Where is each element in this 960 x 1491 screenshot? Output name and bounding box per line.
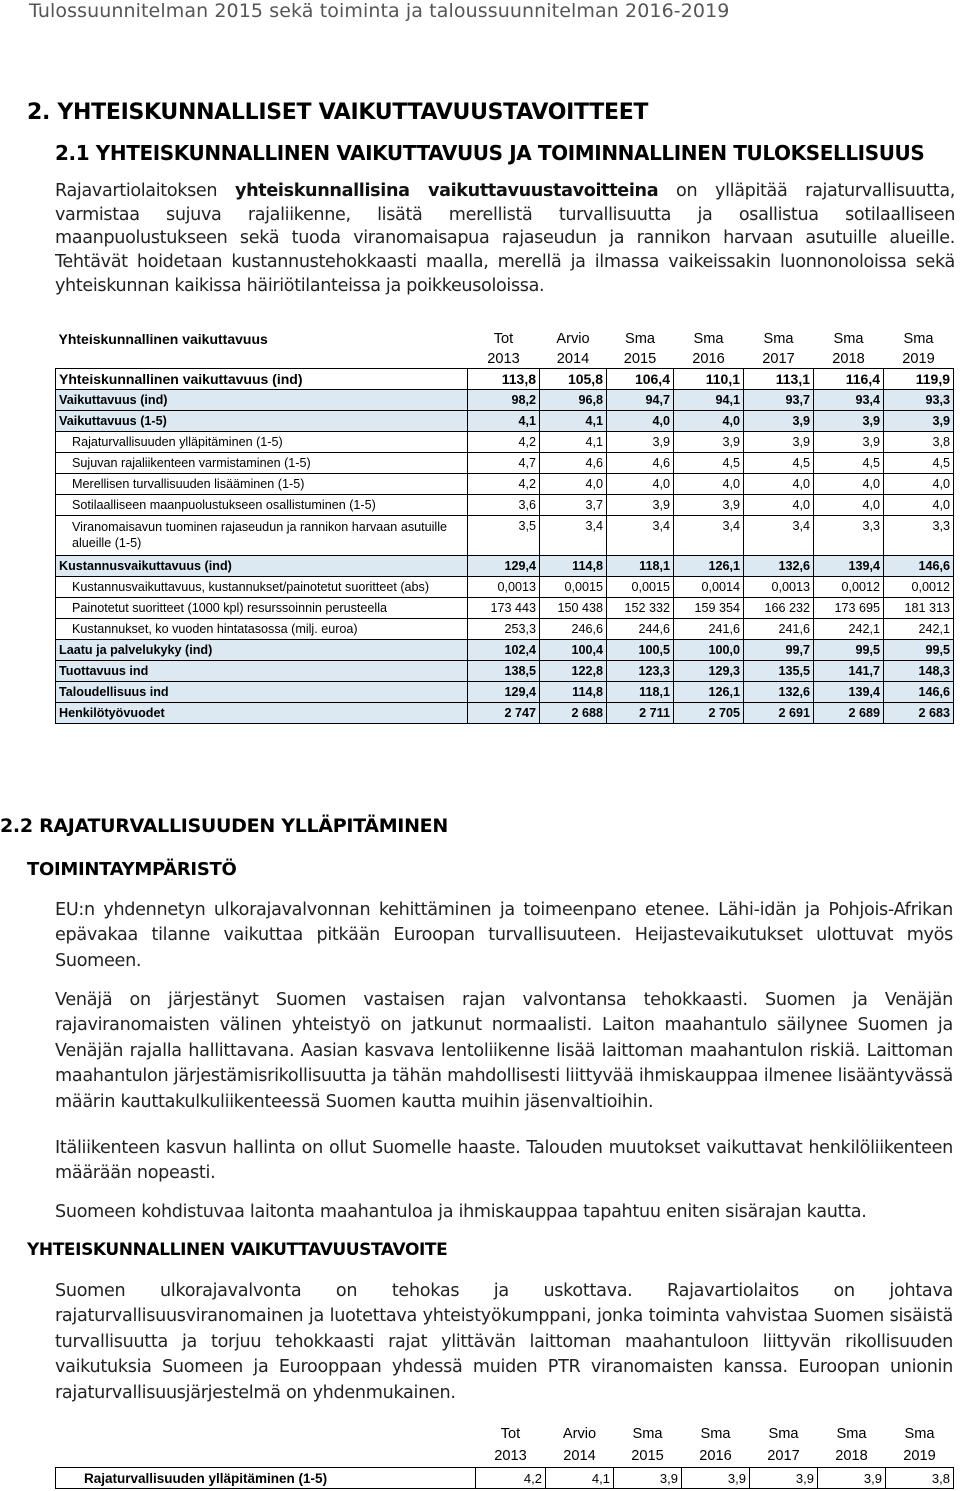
row-label: Henkilötyövuodet: [56, 703, 468, 724]
cell-value: 139,4: [814, 682, 884, 703]
intro-prefix: Rajavartiolaitoksen: [55, 181, 235, 201]
cell-value: 116,4: [814, 369, 884, 390]
cell-value: 3,9: [607, 432, 674, 453]
cell-value: 4,1: [540, 411, 607, 432]
cell-value: 3,9: [744, 432, 814, 453]
cell-value: 3,9: [814, 411, 884, 432]
page-header: Tulossuunnitelman 2015 sekä toiminta ja taloussuunnitelman 2016-2019: [29, 0, 730, 22]
cell-value: 173 443: [468, 598, 540, 619]
table-row: [56, 682, 954, 703]
paragraph-1: EU:n yhdennetyn ulkorajavalvonnan kehittäminen ja toimeenpano etenee. Lähi-idän ja Pohjois-Afrikan epävakaa tilanne vaikuttaa pitkään Euroopan turvallisuuteen. Heijastevaikutukset ulottuvat myös Suomeen.: [55, 900, 953, 971]
sub-heading: 2.1 YHTEISKUNNALLINEN VAIKUTTAVUUS JA TOIMINNALLINEN TULOKSELLISUUS: [55, 141, 925, 165]
cell-value: 242,1: [884, 619, 954, 640]
cell-value: 98,2: [468, 390, 540, 411]
cell-value: 3,9: [884, 411, 954, 432]
cell-value: 100,5: [607, 640, 674, 661]
cell-value: 159 354: [674, 598, 744, 619]
col-head: Sma: [624, 331, 655, 347]
cell-value: 4,2: [476, 1468, 546, 1489]
cell-value: 0,0013: [468, 577, 540, 598]
cell-value: 148,3: [884, 661, 954, 682]
cell-value: 3,9: [674, 495, 744, 516]
cell-value: 122,8: [540, 661, 607, 682]
cell-value: 105,8: [540, 369, 607, 390]
cell-value: 244,6: [607, 619, 674, 640]
cell-value: 146,6: [884, 556, 954, 577]
row-label: Vaikuttavuus (ind): [56, 390, 468, 411]
cell-value: 246,6: [540, 619, 607, 640]
cell-value: 3,8: [884, 432, 954, 453]
cell-value: 141,7: [814, 661, 884, 682]
cell-value: 99,5: [884, 640, 954, 661]
cell-value: 126,1: [674, 682, 744, 703]
cell-value: 4,0: [814, 495, 884, 516]
cell-value: 2 747: [468, 703, 540, 724]
cell-value: 119,9: [884, 369, 954, 390]
row-label: Tuottavuus ind: [56, 661, 468, 682]
cell-value: 114,8: [540, 556, 607, 577]
table-row: [56, 661, 954, 682]
cell-value: 4,0: [674, 411, 744, 432]
row-label: Rajaturvallisuuden ylläpitäminen (1-5): [56, 432, 468, 453]
row-label: Vaikuttavuus (1-5): [56, 411, 468, 432]
cell-value: 3,9: [814, 432, 884, 453]
cell-value: 132,6: [744, 556, 814, 577]
row-label: Painotetut suoritteet (1000 kpl) resurssoinnin perusteella: [56, 598, 468, 619]
cell-value: 94,7: [607, 390, 674, 411]
intro-bold: yhteiskunnallisina vaikuttavuustavoitteina: [234, 181, 659, 201]
empty-cell: [56, 1445, 476, 1468]
cell-value: 173 695: [814, 598, 884, 619]
cell-value: 94,1: [674, 390, 744, 411]
cell-value: 4,0: [674, 474, 744, 495]
main-heading: 2. YHTEISKUNNALLISET VAIKUTTAVUUSTAVOITTEET: [27, 100, 649, 125]
cell-value: 2 689: [814, 703, 884, 724]
col-head: Sma: [903, 331, 934, 347]
col-year: 2013: [494, 1448, 527, 1464]
col-head: Sma: [904, 1426, 935, 1442]
toimintaymparisto-heading: TOIMINTAYMPÄRISTÖ: [27, 859, 237, 880]
table-row: [56, 474, 954, 495]
table-row: [56, 703, 954, 724]
cell-value: 139,4: [814, 556, 884, 577]
cell-value: 146,6: [884, 682, 954, 703]
table-row: [56, 577, 954, 598]
table-row: [56, 453, 954, 474]
row-label: Rajaturvallisuuden ylläpitäminen (1-5): [56, 1468, 476, 1489]
cell-value: 0,0013: [744, 577, 814, 598]
table2-header-row: [56, 1423, 954, 1445]
row-label: Sujuvan rajaliikenteen varmistaminen (1-5): [56, 453, 468, 474]
table-row: [56, 411, 954, 432]
cell-value: 3,3: [814, 516, 884, 556]
cell-value: 2 711: [607, 703, 674, 724]
col-head: Sma: [700, 1426, 731, 1442]
cell-value: 4,5: [814, 453, 884, 474]
cell-value: 3,4: [674, 516, 744, 556]
cell-value: 113,1: [744, 369, 814, 390]
cell-value: 3,9: [744, 411, 814, 432]
cell-value: 253,3: [468, 619, 540, 640]
table-row: [56, 556, 954, 577]
cell-value: 4,5: [674, 453, 744, 474]
cell-value: 118,1: [607, 556, 674, 577]
cell-value: 4,0: [607, 474, 674, 495]
cell-value: 4,5: [884, 453, 954, 474]
col-year: 2018: [832, 350, 865, 367]
cell-value: 4,0: [884, 474, 954, 495]
row-label: Kustannukset, ko vuoden hintatasossa (milj. euroa): [56, 619, 468, 640]
cell-value: 3,3: [884, 516, 954, 556]
cell-value: 3,9: [607, 495, 674, 516]
cell-value: 0,0015: [540, 577, 607, 598]
row-label: Viranomaisavun tuominen rajaseudun ja rannikon harvaan asutuille alueille (1-5): [56, 516, 468, 556]
cell-value: 3,9: [682, 1468, 750, 1489]
paragraph-3: Itäliikenteen kasvun hallinta on ollut Suomelle haaste. Talouden muutokset vaikuttavat henkilöliikenteen määrään nopeasti.: [55, 1138, 953, 1184]
col-head: Sma: [768, 1426, 799, 1442]
table-row: [56, 495, 954, 516]
cell-value: 93,3: [884, 390, 954, 411]
cell-value: 99,5: [814, 640, 884, 661]
cell-value: 113,8: [468, 369, 540, 390]
cell-value: 3,7: [540, 495, 607, 516]
col-year: 2017: [762, 350, 795, 367]
col-head: Arvio: [562, 1426, 597, 1442]
paragraph-4: Suomeen kohdistuvaa laitonta maahantuloa ja ihmiskauppaa tapahtuu eniten sisärajan kautta.: [55, 1202, 867, 1222]
col-head: Sma: [833, 331, 864, 347]
cell-value: 4,6: [540, 453, 607, 474]
cell-value: 4,2: [468, 432, 540, 453]
row-label: Taloudellisuus ind: [56, 682, 468, 703]
cell-value: 138,5: [468, 661, 540, 682]
cell-value: 241,6: [744, 619, 814, 640]
col-year: 2013: [487, 350, 520, 367]
cell-value: 99,7: [744, 640, 814, 661]
cell-value: 110,1: [674, 369, 744, 390]
cell-value: 2 691: [744, 703, 814, 724]
cell-value: 150 438: [540, 598, 607, 619]
row-label: Sotilaalliseen maanpuolustukseen osallistuminen (1-5): [56, 495, 468, 516]
table-row: [56, 1468, 954, 1489]
rajaturvallisuus-table: [55, 1423, 954, 1489]
cell-value: 3,9: [818, 1468, 886, 1489]
col-head: Tot: [493, 331, 514, 347]
cell-value: 3,9: [614, 1468, 682, 1489]
col-year: 2017: [767, 1448, 800, 1464]
cell-value: 242,1: [814, 619, 884, 640]
cell-value: 4,6: [607, 453, 674, 474]
cell-value: 4,1: [540, 432, 607, 453]
col-year: 2016: [692, 350, 725, 367]
col-year: 2015: [623, 350, 657, 367]
table-title: Yhteiskunnallinen vaikuttavuus: [58, 331, 268, 347]
cell-value: 4,5: [744, 453, 814, 474]
cell-value: 152 332: [607, 598, 674, 619]
row-label: Merellisen turvallisuuden lisääminen (1-5): [56, 474, 468, 495]
col-head: Sma: [632, 1426, 663, 1442]
cell-value: 2 683: [884, 703, 954, 724]
col-head: Sma: [836, 1426, 867, 1442]
row-label: Kustannusvaikuttavuus (ind): [56, 556, 468, 577]
cell-value: 3,8: [886, 1468, 954, 1489]
col-year: 2015: [631, 1448, 664, 1464]
table-row: [56, 390, 954, 411]
cell-value: 2 705: [674, 703, 744, 724]
cell-value: 181 313: [884, 598, 954, 619]
cell-value: 3,5: [468, 516, 540, 556]
cell-value: 166 232: [744, 598, 814, 619]
cell-value: 4,0: [744, 495, 814, 516]
cell-value: 3,9: [750, 1468, 818, 1489]
cell-value: 0,0012: [814, 577, 884, 598]
impact-table: [55, 329, 954, 724]
table-row: [56, 516, 954, 556]
table-row: [56, 369, 954, 390]
tavoite-heading: YHTEISKUNNALLINEN VAIKUTTAVUUSTAVOITE: [27, 1240, 448, 1260]
col-head: Sma: [693, 331, 724, 347]
cell-value: 241,6: [674, 619, 744, 640]
cell-value: 4,0: [814, 474, 884, 495]
cell-value: 129,4: [468, 556, 540, 577]
cell-value: 106,4: [607, 369, 674, 390]
col-head: Arvio: [556, 331, 590, 347]
cell-value: 4,1: [468, 411, 540, 432]
col-head: Tot: [500, 1426, 521, 1442]
tavoite-paragraph: Suomen ulkorajavalvonta on tehokas ja uskottava. Rajavartiolaitos on johtava rajaturvallisuusviranomainen ja luotettava yhteistyökumppani, jonka toiminta vahvistaa Suomen sisäistä turvallisuutta ja torjuu tehokkaasti rajat ylittävän laittoman maahantuloon liittyvän rikollisuuden vaikutuksia Suomeen ja Eurooppaan yhdessä muiden PTR viranomaisten kanssa. Euroopan unionin rajaturvallisuusjärjestelmä on yhdenmukainen.: [55, 1281, 953, 1403]
intro-rest: on ylläpitää rajaturvallisuutta, varmistaa sujuva rajaliikenne, lisätä merellistä turvallisuutta ja osallistua sotilaalliseen maanpuolustukseen sekä tuoda viranomaisapua rajaseudun ja rannikon harvaan asutuille alueille. Tehtävät hoidetaan kustannustehokkaasti maalla, merellä ja ilmassa vaikeissakin luonnonoloissa sekä yhteiskunnan kaikissa häiriötilanteissa ja poikkeusoloissa.: [55, 181, 955, 296]
cell-value: 135,5: [744, 661, 814, 682]
cell-value: 4,1: [546, 1468, 614, 1489]
paragraph-2: Venäjä on järjestänyt Suomen vastaisen rajan valvontansa tehokkaasti. Suomen ja Venäjän rajaviranomaisten välinen yhteistyö on jatkunut normaalisti. Laiton maahantulo säilynee Suomen ja Venäjän rajalla hallittavana. Aasian kasvava lentoliikenne lisää laittoman maahantulon riskiä. Laittoman maahantulon järjestämisrikollisuutta ja tähän mahdollisesti liittyvää ihmiskauppaa ilmenee lisääntyvässä määrin kauttakulkuliikenteessä Suomen kautta muihin jäsenvaltioihin.: [55, 990, 953, 1112]
col-year: 2019: [903, 1448, 936, 1464]
cell-value: 0,0014: [674, 577, 744, 598]
col-year: 2019: [902, 350, 935, 367]
cell-value: 93,7: [744, 390, 814, 411]
row-label: Yhteiskunnallinen vaikuttavuus (ind): [56, 369, 468, 390]
cell-value: 118,1: [607, 682, 674, 703]
cell-value: 4,7: [468, 453, 540, 474]
cell-value: 2 688: [540, 703, 607, 724]
row-label: Laatu ja palvelukyky (ind): [56, 640, 468, 661]
cell-value: 3,4: [744, 516, 814, 556]
table-row: [56, 640, 954, 661]
cell-value: 114,8: [540, 682, 607, 703]
table-row: [56, 598, 954, 619]
col-year: 2014: [556, 350, 590, 367]
empty-cell: [56, 349, 468, 369]
cell-value: 100,4: [540, 640, 607, 661]
cell-value: 129,3: [674, 661, 744, 682]
cell-value: 3,4: [540, 516, 607, 556]
cell-value: 123,3: [607, 661, 674, 682]
cell-value: 132,6: [744, 682, 814, 703]
cell-value: 96,8: [540, 390, 607, 411]
cell-value: 4,0: [540, 474, 607, 495]
cell-value: 3,9: [674, 432, 744, 453]
cell-value: 4,2: [468, 474, 540, 495]
cell-value: 3,6: [468, 495, 540, 516]
cell-value: 0,0012: [884, 577, 954, 598]
cell-value: 4,0: [607, 411, 674, 432]
cell-value: 102,4: [468, 640, 540, 661]
row-label: Kustannusvaikuttavuus, kustannukset/painotetut suoritteet (abs): [56, 577, 468, 598]
cell-value: 0,0015: [607, 577, 674, 598]
col-year: 2014: [563, 1448, 596, 1464]
cell-value: 4,0: [884, 495, 954, 516]
table-year-row: [56, 349, 954, 369]
intro-paragraph: [55, 180, 955, 299]
col-year: 2016: [699, 1448, 732, 1464]
cell-value: 3,4: [607, 516, 674, 556]
table-row: [56, 432, 954, 453]
table2-year-row: [56, 1445, 954, 1468]
table-row: [56, 619, 954, 640]
cell-value: 126,1: [674, 556, 744, 577]
col-head: Sma: [763, 331, 794, 347]
cell-value: 93,4: [814, 390, 884, 411]
cell-value: 4,0: [744, 474, 814, 495]
col-year: 2018: [835, 1448, 868, 1464]
cell-value: 100,0: [674, 640, 744, 661]
section-heading-2-2: 2.2 RAJATURVALLISUUDEN YLLÄPITÄMINEN: [0, 815, 448, 837]
cell-value: 129,4: [468, 682, 540, 703]
empty-cell: [56, 1423, 476, 1445]
table-header-row: [56, 329, 954, 349]
